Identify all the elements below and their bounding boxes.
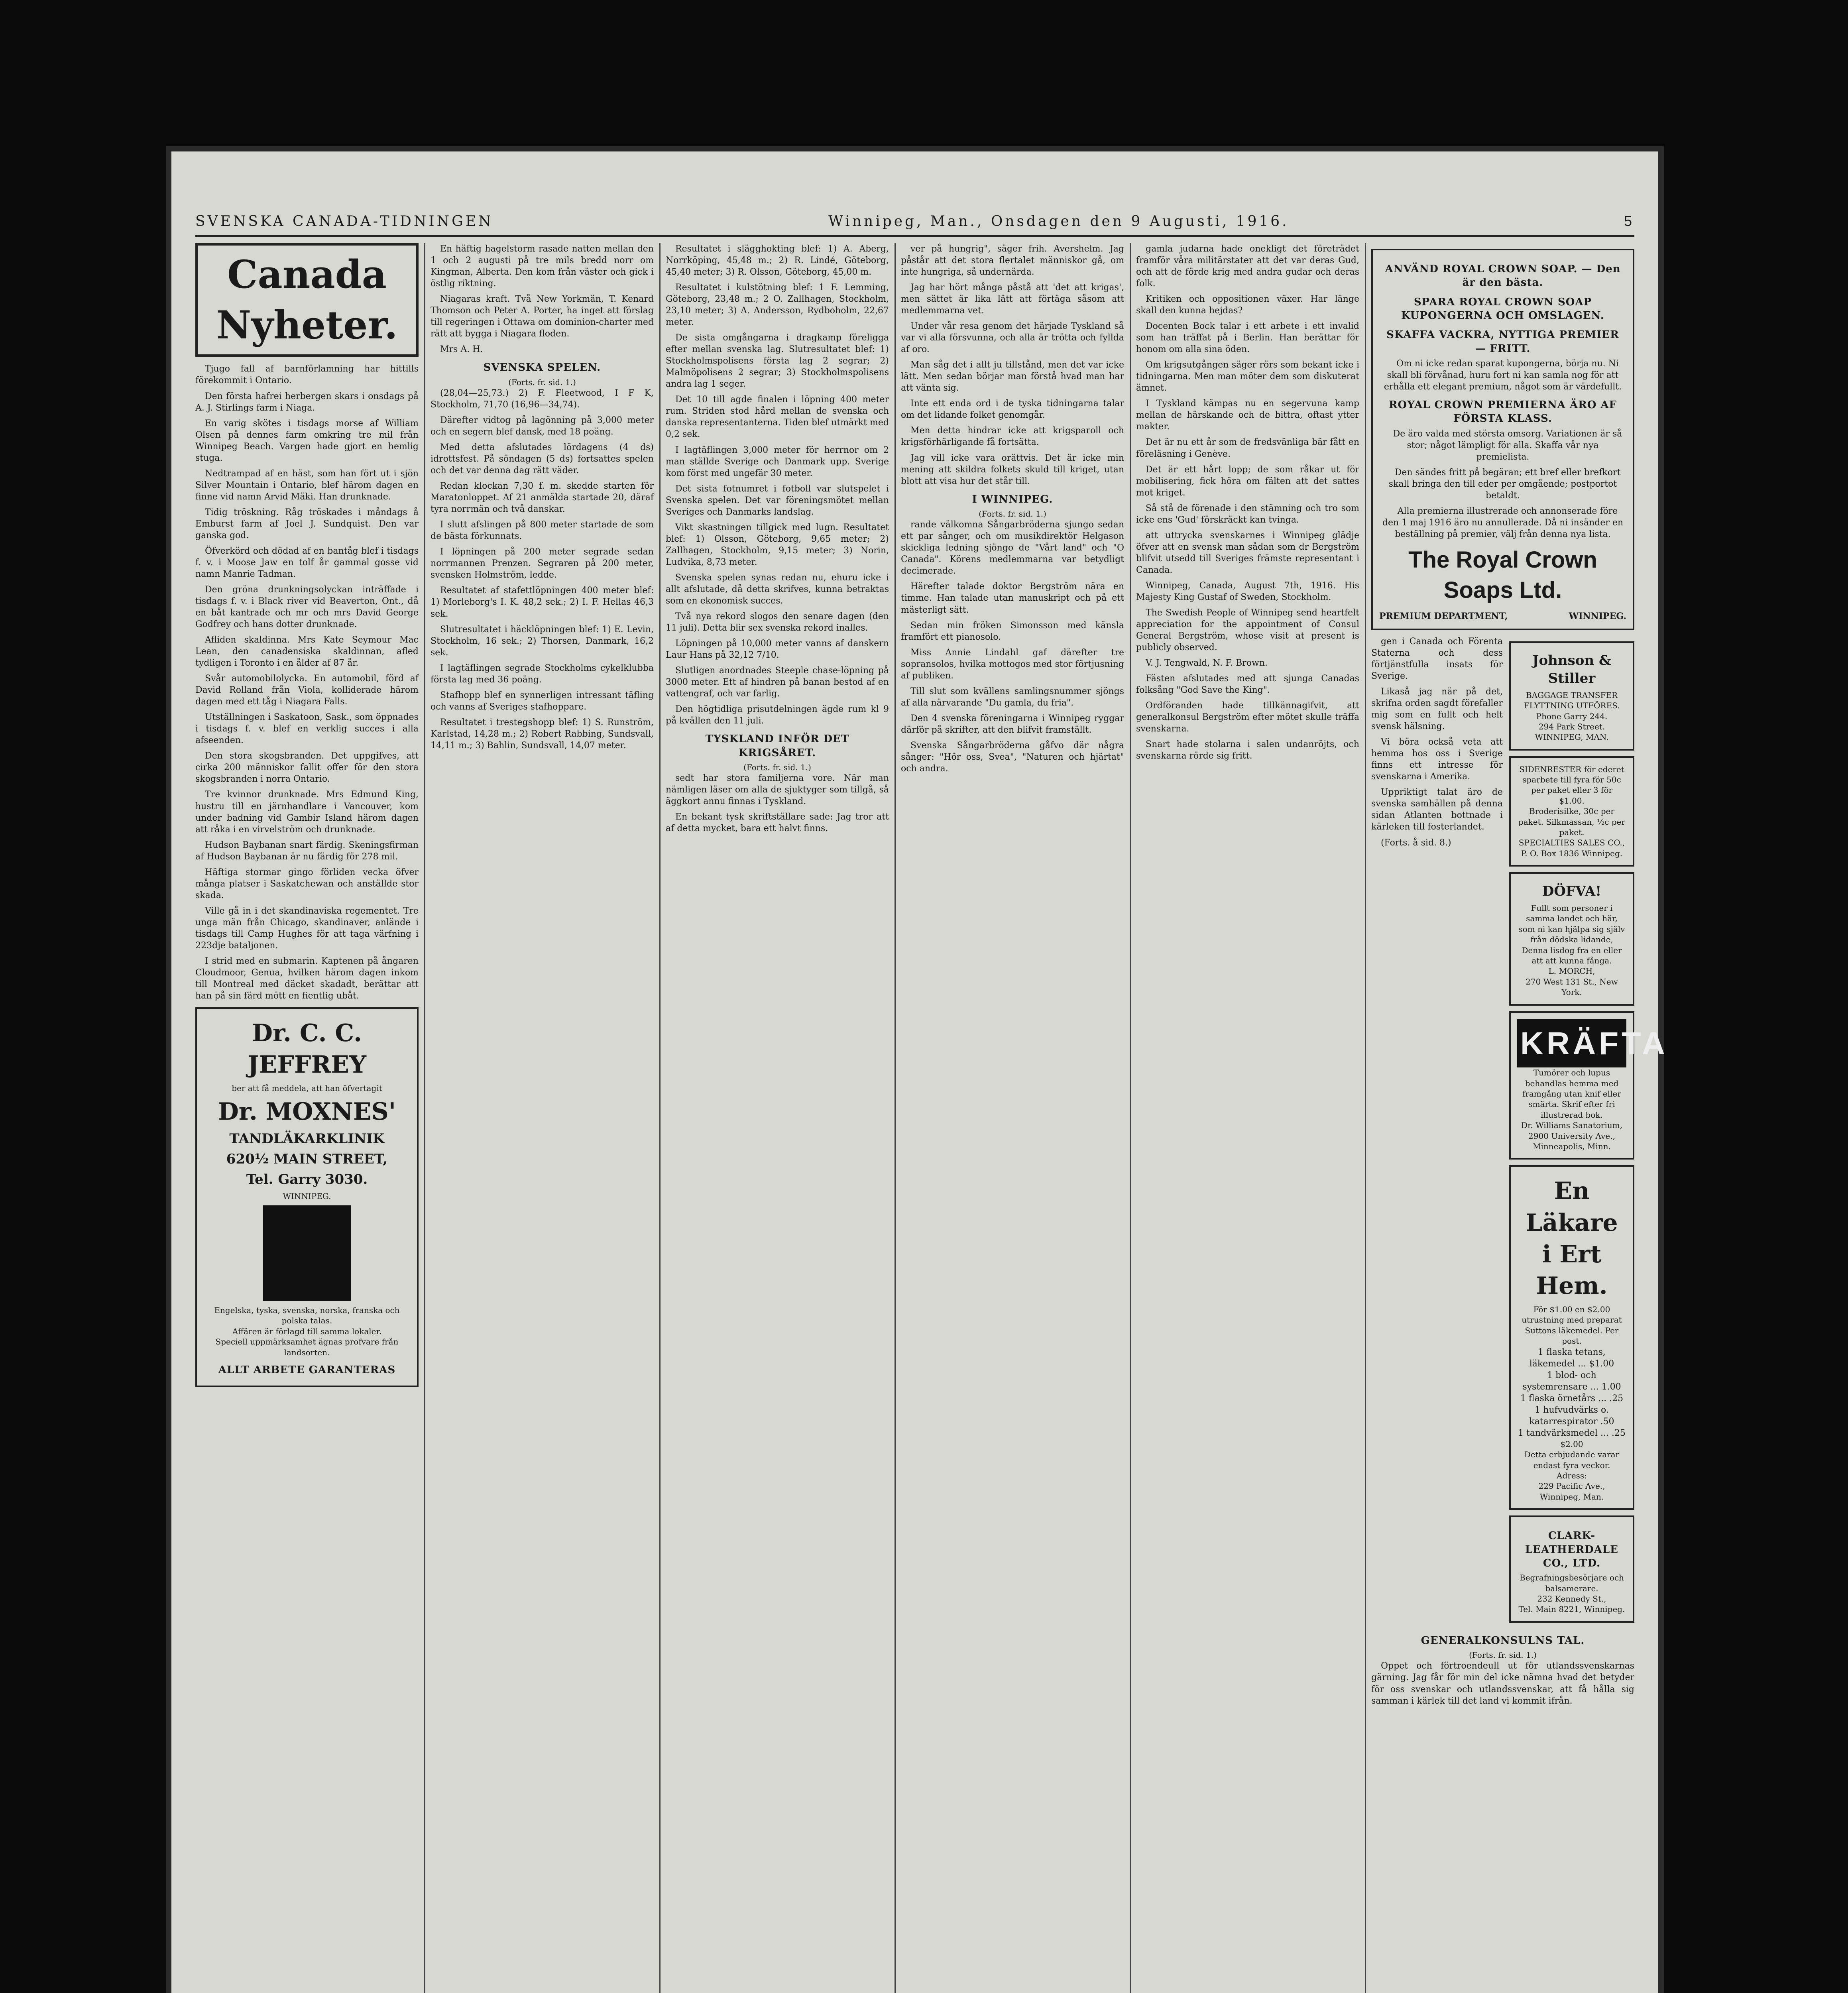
ad-line: SPARA ROYAL CROWN SOAP KUPONGERNA OCH OMSLAGEN. <box>1401 296 1604 322</box>
ad-note: Affären är förlagd till samma lokaler. <box>232 1326 382 1336</box>
news-paragraph: Den stora skogsbranden. Det uppgifves, att cirka 200 människor fallit offer för den stora skogsbranden i norra Ontario. <box>195 751 419 784</box>
ad-dept: PREMIUM DEPARTMENT, <box>1379 611 1508 621</box>
news-paragraph: Det 10 till agde finalen i löpning 400 meter rum. Striden stod hård mellan de svenska och danska representanterna. Tiden blef utmärkt med 0,2 sek. <box>666 395 889 440</box>
ad-address: 620½ MAIN STREET, <box>226 1151 388 1167</box>
news-paragraph: I strid med en submarin. Kaptenen på ångaren Cloudmoor, Genua, hvilken härom dagen inkom till Montreal med däcket skadadt, berättar att han på sin färd mött en fientlig ubåt. <box>195 956 419 1001</box>
ad-footer <box>1379 611 1626 622</box>
ad-line: Begrafningsbesörjare och balsamerare. <box>1520 1573 1624 1593</box>
ad-guarantee: ALLT ARBETE GARANTERAS <box>218 1364 396 1376</box>
section-title: SVENSKA SPELEN. <box>483 362 601 374</box>
dateline: Winnipeg, Man., Onsdagen den 9 Augusti, 1916. <box>828 213 1289 230</box>
article-paragraph: Jag har hört många påstå att 'det att krigas', men sättet är lika lätt att förtäga såsom att medlemmarna vet. <box>901 283 1124 316</box>
ad-item: 1 hufvudvärks o. katarrespirator .50 <box>1529 1405 1614 1427</box>
article-paragraph: V. J. Tengwald, N. F. Brown. <box>1146 658 1268 668</box>
news-paragraph: Tjugo fall af barnförlamning har hittills förekommit i Ontario. <box>195 364 419 386</box>
article-paragraph: sedt har stora familjerna vore. När man nämligen läser om alla de sjuktyger som tillgå, så äggkort annu finnas i Tyskland. <box>666 773 889 807</box>
section-continued: (Forts. fr. sid. 1.) <box>508 377 576 387</box>
article-paragraph: Winnipeg, Canada, August 7th, 1916. His Majesty King Gustaf of Sweden, Stockholm. <box>1136 580 1359 602</box>
article-paragraph: att uttrycka svenskarnes i Winnipeg glädje öfver att en svensk man sådan som dr Bergström blifvit utsedd till Sveriges främste representant i Canada. <box>1136 530 1359 575</box>
news-paragraph: Ville gå in i det skandinaviska regementet. Tre unga män från Chicago, skandinaver, anlände i tisdags till Camp Hughes för att taga värfning i 223dje bataljonen. <box>195 906 419 951</box>
ad-languages: Engelska, tyska, svenska, norska, franska och polska talas. <box>214 1305 400 1326</box>
news-paragraph: Den gröna drunkningsolyckan inträffade i tisdags f. v. i Black river vid Beaverton, Ont., då en båt kantrade och mr och mrs David George Godfrey och hans dotter drunknade. <box>195 584 419 630</box>
article-body <box>901 243 1124 487</box>
ad-body: Alla premierna illustrerade och annonserade före den 1 maj 1916 äro nu annullerade. Då ni insänder en beställning på premier, välj från denna nya lista. <box>1382 506 1624 539</box>
ad-clinic: TANDLÄKARKLINIK <box>229 1130 385 1147</box>
ad-city: WINNIPEG. <box>283 1191 331 1201</box>
article-paragraph: Slutresultatet i häcklöpningen blef: 1) E. Levin, Stockholm, 16 sek.; 2) Thorsen, Danmark, 16,2 sek. <box>431 624 654 658</box>
column-rule <box>1130 243 1131 1993</box>
section-title: I WINNIPEG. <box>972 493 1053 505</box>
ad-city: WINNIPEG. <box>1569 611 1626 621</box>
ad-note: Detta erbjudande varar endast fyra veckor. <box>1524 1450 1620 1470</box>
news-list <box>195 363 419 1002</box>
news-paragraph: Öfverkörd och dödad af en bantåg blef i tisdags f. v. i Moose Jaw en tolf år gammal gosse vid namn Manrie Tadman. <box>195 546 419 579</box>
column-rule <box>424 243 425 1993</box>
news-paragraph: Den högtidliga prisutdelningen ägde rum kl 9 på kvällen den 11 juli. <box>666 704 889 726</box>
article-paragraph: Så stå de förenade i den stämning och tro som icke ens 'Gud' förskräckt kan tvinga. <box>1136 503 1359 525</box>
article-paragraph: Det är ett hårt lopp; de som råkar ut för mobilisering, fick höra om fälten att det sattes mot kriget. <box>1136 464 1359 498</box>
article-paragraph: Fästen afslutades med att sjunga Canadas folksång "God Save the King". <box>1136 674 1359 696</box>
news-list <box>431 243 654 355</box>
article-paragraph: Jag vill icke vara orättvis. Det är icke min mening att skildra folkets skuld till kriget, utan blott att visa hur det står till. <box>901 453 1124 486</box>
column-rule <box>1365 243 1366 1993</box>
deaf-ad <box>1509 872 1634 1005</box>
ad-total: $2.00 <box>1560 1439 1583 1449</box>
clark-leatherdale-ad <box>1509 1515 1634 1623</box>
ad-phone: Tel. Garry 3030. <box>246 1171 368 1187</box>
news-paragraph: Löpningen på 10,000 meter vanns af danskern Laur Hans på 32,12 7/10. <box>666 638 889 660</box>
news-paragraph: Den första hafrei herbergen skars i onsdags på A. J. Stirlings farm i Niaga. <box>195 391 419 413</box>
ad-title: En Läkare i Ert Hem. <box>1526 1177 1618 1300</box>
two-column-area <box>1371 636 1668 1628</box>
news-paragraph: De sista omgångarna i dragkamp föreligga efter mellan svenska lag. Slutresultatet blef: 1) Stockholmspolisens första lag 2 segrar; 2) Malmöpolisens 2 segrar; 3) Stockholmspolisens andra lag 1 seger. <box>666 333 889 389</box>
news-paragraph: I lagtäflingen 3,000 meter för herrnor om 2 man ställde Sverige och Danmark upp. Sverige kom först med ungefär 30 meter. <box>666 445 889 478</box>
ad-address-label: Adress: <box>1557 1471 1587 1481</box>
article-body <box>431 387 654 751</box>
news-paragraph: En häftig hagelstorm rasade natten mellan den 1 och 2 augusti på tre mils bredd norr om Kingman, Alberta. Den kom från väster och gick i östlig riktning. <box>431 244 654 289</box>
ad-item: 1 flaska tetans, läkemedel ... $1.00 <box>1529 1347 1614 1369</box>
ad-body: Tumörer och lupus behandlas hemma med framgång utan knif eller smärta. Skrif efter fri illustrerad bok. <box>1522 1068 1621 1120</box>
article-paragraph: Med detta afslutades lördagens (4 ds) idrottsfest. På söndagen (5 ds) fortsattes spelen och det var denna dag rätt väder. <box>431 442 654 476</box>
article-paragraph: En bekant tysk skriftställare sade: Jag tror att af detta mycket, bara ett halvt finns. <box>666 812 889 834</box>
article-paragraph: Stafhopp blef en synnerligen intressant täfling och vanns af Sveriges stafhoppare. <box>431 690 654 712</box>
ad-company: SPECIALTIES SALES CO., <box>1518 838 1625 848</box>
paper-name: SVENSKA CANADA-TIDNINGEN <box>195 213 493 230</box>
news-paragraph: En varig skötes i tisdags morse af William Olsen på dennes farm omkring tre mil från Winnipeg Beach. Vargen hade gjort en hemlig stuga. <box>195 418 419 463</box>
article-paragraph: Likaså jag när på det, skrifna orden sagdt förefaller mig som en fullt och helt svensk hälsning. <box>1371 687 1503 732</box>
news-paragraph: Svår automobilolycka. En automobil, förd af David Rolland från Viola, kolliderade härom dagen med ett tåg i Niagara Falls. <box>195 674 419 707</box>
article-paragraph: Miss Annie Lindahl gaf därefter tre sopransolos, hvilka mottogos med stor förtjusning af publiken. <box>901 647 1124 681</box>
news-list <box>666 243 889 727</box>
column-2 <box>431 243 654 1993</box>
article-paragraph: Uppriktigt talat äro de svenska samhällen på denna sidan Atlanten bottnade i kärleken till fosterlandet. <box>1371 787 1503 832</box>
article-body <box>666 772 889 834</box>
news-paragraph: Slutligen anordnades Steeple chase-löpning på 3000 meter. Ett af hindren på banan bestod af en vattengraf, och var farlig. <box>666 666 889 699</box>
ad-line: ROYAL CROWN PREMIERNA ÄRO AF FÖRSTA KLASS. <box>1388 399 1617 425</box>
article-paragraph: I slutt afslingen på 800 meter startade de som de bästa förkunnats. <box>431 520 654 542</box>
article-paragraph: rande välkomna Sångarbröderna sjungo sedan ett par sånger, och om musikdirektör Helgason skickliga ledning sjöngo de "Vårt land" och "O Canada". Körens medlemmarna var betydligt decimerade. <box>901 520 1124 576</box>
ad-item: 1 flaska örnetårs ... .25 <box>1520 1393 1624 1403</box>
article-paragraph: Svenska Sångarbröderna gåfvo där några sånger: "Hör oss, Svea", "Naturen och hjärtat" och andra. <box>901 740 1124 774</box>
doctor-at-home-ad <box>1509 1165 1634 1510</box>
article-paragraph: Härefter talade doktor Bergström nära en timme. Han talade utan manuskript och på ett mästerligt sätt. <box>901 582 1124 615</box>
article-paragraph: Resultatet i trestegshopp blef: 1) S. Runström, Karlstad, 14,28 m.; 2) Robert Rabbing, Sundsvall, 14,11 m.; 3) Bahlin, Sundsvall, 14,07 meter. <box>431 717 654 751</box>
news-paragraph: Nedtrampad af en häst, som han fört ut i sjön Silver Mountain i Ontario, blef härom dagen en finne vid namn Arvid Mäki. Han drunknade. <box>195 468 419 502</box>
news-paragraph: Niagaras kraft. Två New Yorkmän, T. Kenard Thomson och Peter A. Porter, ha inget att förslag till regeringen i Ottawa om dominion-charter med rätt att bygga i Niagara floden. <box>431 294 654 339</box>
ad-name: L. MORCH, <box>1548 966 1595 976</box>
ad-title: DÖFVA! <box>1542 883 1602 900</box>
ad-price: För $1.00 en $2.00 utrustning med preparat Suttons läkemedel. Per post. <box>1522 1305 1622 1346</box>
ad-line: SKAFFA VACKRA, NYTTIGA PREMIER — FRITT. <box>1386 329 1619 355</box>
ad-title: Dr. C. C. JEFFREY <box>248 1019 366 1079</box>
news-paragraph: Vikt skastningen tillgick med lugn. Resultatet blef: 1) Olsson, Göteborg, 9,65 meter; 2) Zallhagen, Stockholm, 9,15 meter; 3) Norin, Ludvika, 8,73 meter. <box>666 522 889 567</box>
section-continued: (Forts. fr. sid. 1.) <box>743 762 811 772</box>
article-paragraph: Det är nu ett år som de fredsvänliga bär fått en föreläsning i Genève. <box>1136 437 1359 459</box>
article-body <box>1136 243 1359 762</box>
ad-title: CLARK-LEATHERDALE CO., LTD. <box>1525 1530 1618 1569</box>
article-paragraph: Resultatet af stafettlöpningen 400 meter blef: 1) Morleborg's I. K. 48,2 sek.; 2) I. F. Hellas 46,3 sek. <box>431 586 654 619</box>
newspaper-page <box>171 151 1668 1993</box>
article-paragraph: Docenten Bock talar i ett arbete i ett invalid som han träffat på i Berlin. Han berättar för honom om alla sina öden. <box>1136 321 1359 355</box>
news-paragraph: Tidig tröskning. Råg tröskades i måndags å Emburst farm af Joel J. Sundquist. Den var ganska god. <box>195 507 419 541</box>
article-body <box>1371 636 1503 1628</box>
ad-title: SIDENRESTER för ederet sparbete till fyra för 50c per paket eller 3 för $1.00. <box>1519 764 1624 806</box>
ad-body: Om ni icke redan sparat kupongerna, börja nu. Ni skall bli förvånad, huru fort ni kan samla nog för att erhålla ett elegant premium, något som är värdefullt. <box>1384 358 1622 392</box>
ad-city: WINNIPEG, MAN. <box>1535 732 1609 742</box>
news-paragraph: Tre kvinnor drunknade. Mrs Edmund King, hustru till en järnhandlare i Vancouver, kom under badning vid Gambir Island härom dagen att råka i en virvelström och drunknade. <box>195 790 419 835</box>
ad-stack <box>1509 636 1668 1628</box>
section-continued: (Forts. fr. sid. 1.) <box>1469 1650 1537 1660</box>
article-paragraph: ver på hungrig", säger frih. Avershelm. Jag påstår att det stora flertalet människor gå, om inte hungriga, så undernärda. <box>901 244 1124 277</box>
ad-title: KRÄFTA <box>1517 1019 1626 1068</box>
article-paragraph: Ordföranden hade tillkännagifvit, att generalkonsul Bergström efter mötet skulle träffa svenskarna. <box>1136 701 1359 734</box>
column-rule <box>659 243 661 1993</box>
portrait-image <box>263 1205 351 1301</box>
ad-address: 270 West 131 St., New York. <box>1526 977 1618 997</box>
johnson-stiller-ad <box>1509 641 1634 751</box>
news-paragraph: Två nya rekord slogos den senare dagen (den 11 juli). Detta blir sex svenska rekord inalles. <box>666 611 889 633</box>
article-paragraph: Därefter vidtog på lagönning på 3,000 meter och en segern blef dansk, med 18 poäng. <box>431 415 654 437</box>
column-6 <box>1371 243 1668 1993</box>
article-body <box>1371 1660 1634 1706</box>
article-paragraph: I lagtäflingen segrade Stockholms cykelklubba första lag med 36 poäng. <box>431 663 654 685</box>
news-paragraph: Hudson Baybanan snart färdig. Skeningsfirman af Hudson Baybanan är nu färdig för 278 mil. <box>195 840 419 862</box>
ad-line: BAGGAGE TRANSFER <box>1526 690 1618 700</box>
ad-address: 232 Kennedy St., <box>1537 1594 1606 1604</box>
article-paragraph: Under vår resa genom det härjade Tyskland så var vi alla försvunna, och alla är trötta och fyllda af oro. <box>901 321 1124 355</box>
ad-note: Speciell uppmärksamhet ägnas profvare från landsorten. <box>215 1337 399 1357</box>
section-headline: Canada Nyheter. <box>195 243 419 357</box>
masthead <box>195 207 1634 237</box>
news-paragraph: Häftiga stormar gingo förliden vecka öfver många platser i Saskatchewan och anställde stor skada. <box>195 867 419 900</box>
page-number: 5 <box>1624 213 1634 229</box>
article-paragraph: Man såg det i allt ju tillstånd, men det var icke lätt. Men sedan börjar man förstå hvad man har att vänta sig. <box>901 360 1124 393</box>
royal-crown-ad <box>1371 249 1634 630</box>
article-paragraph: Den 4 svenska föreningarna i Winnipeg ryggar därför på skrifter, att den blifvit framställt. <box>901 713 1124 735</box>
article-paragraph: Till slut som kvällens samlingsnummer sjöngs af alla närvarande "Du gamla, du fria". <box>901 686 1124 708</box>
company-name: The Royal Crown Soaps Ltd. <box>1408 546 1597 603</box>
ad-phone: Tel. Main 8221, Winnipeg. <box>1518 1604 1625 1614</box>
ad-line: ber att få meddela, att han öfvertagit <box>232 1083 382 1093</box>
news-paragraph: Afliden skaldinna. Mrs Kate Seymour Mac Lean, den canadensiska skaldinnan, afled tydligen i Toronto i en ålder af 87 år. <box>195 635 419 668</box>
ad-body: Fullt som personer i samma landet och här, som ni kan hjälpa sig själv från dödska lidande, Denna lisdog fra en eller att att kunna fånga. <box>1518 903 1625 966</box>
article-paragraph: gen i Canada och Förenta Staterna och dess förtjänstfulla insats för Sverige. <box>1371 637 1503 682</box>
article-paragraph: Oppet och förtroendeull ut för utlandssvenskarnas gärning. Jag får för min del icke nämna hvad det betyder för oss svenskar och utlandssvenskar, att få hålla sig samman i kärlek till det land vi kommit ifrån. <box>1371 1661 1634 1706</box>
article-paragraph: Redan klockan 7,30 f. m. skedde starten för Maratonloppet. Af 21 anmälda startade 20, däraf tyra norrmän och två danskar. <box>431 481 654 515</box>
article-paragraph: Vi böra också veta att hemma hos oss i Sverige finns ett intresse för svenskarna i Amerika. <box>1371 737 1503 782</box>
dentist-ad <box>195 1007 419 1387</box>
column-1 <box>195 243 419 1993</box>
ad-item: 1 tandvärksmedel ... .25 <box>1518 1428 1626 1438</box>
column-rule <box>895 243 896 1993</box>
ad-body: Den sändes fritt på begäran; ett bref eller brefkort skall bringa den till eder per omgående; postportot betaldt. <box>1388 467 1621 501</box>
ad-address: 229 Pacific Ave., Winnipeg, Man. <box>1538 1481 1605 1502</box>
article-paragraph: Snart hade stolarna i salen undanröjts, och svenskarna rörde sig fritt. <box>1136 739 1359 761</box>
news-paragraph: Resultatet i slägghokting blef: 1) A. Aberg, Norrköping, 45,48 m.; 2) R. Lindé, Göteborg, 45,40 meter; 3) R. Olsson, Göteborg, 45,00 m. <box>666 244 889 277</box>
article-paragraph: gamla judarna hade onekligt det företrädet framför våra militärstater att det var deras Gud, och att de förde krig med andra gudar och deras folk. <box>1136 244 1359 289</box>
ad-line: ANVÄND ROYAL CROWN SOAP. — Den är den bästa. <box>1385 263 1621 289</box>
column-3 <box>666 243 889 1993</box>
section-continued: (Forts. fr. sid. 1.) <box>979 509 1046 519</box>
news-paragraph: Mrs A. H. <box>440 344 483 355</box>
article-paragraph: I Tyskland kämpas nu en segervuna kamp mellan de härskande och de bittra, oftast ytter makter. <box>1136 399 1359 432</box>
ad-item-list <box>1517 1346 1626 1439</box>
news-paragraph: Svenska spelen synas redan nu, ehuru icke i allt afslutade, då detta skrifves, kunna betraktas som en ekonomisk succes. <box>666 572 889 606</box>
ad-phone: Phone Garry 244. <box>1536 711 1608 721</box>
article-paragraph: Men detta hindrar icke att krigsparoll och krigsförhärligande få fortsätta. <box>901 426 1124 448</box>
article-paragraph: Sedan min fröken Simonsson med känsla framfört ett pianosolo. <box>901 620 1124 642</box>
article-paragraph: The Swedish People of Winnipeg send heartfelt appreciation for the appointment of Consul General Bergström, whose visit at present is publicly observed. <box>1136 607 1359 653</box>
news-paragraph: Utställningen i Saskatoon, Sask., som öppnades i tisdags f. v. blef en verklig succes i alla afseenden. <box>195 712 419 746</box>
silk-ad <box>1509 756 1634 867</box>
ad-title: Johnson & Stiller <box>1532 653 1611 686</box>
article-paragraph: I löpningen på 200 meter segrade sedan norrmannen Prenzen. Segraren på 200 meter, svensken Holmström, ledde. <box>431 547 654 580</box>
column-4 <box>901 243 1124 1993</box>
article-paragraph: (Forts. å sid. 8.) <box>1381 837 1451 848</box>
article-paragraph: Kritiken och oppositionen växer. Har länge skall den kunna hejdas? <box>1136 294 1359 316</box>
section-title: GENERALKONSULNS TAL. <box>1421 1634 1585 1647</box>
ad-body: De äro valda med största omsorg. Variationen är så stor; något lämpligt för alla. Skaffa vår nya premielista. <box>1393 428 1622 462</box>
news-paragraph: Resultatet i kulstötning blef: 1 F. Lemming, Göteborg, 23,48 m.; 2 O. Zallhagen, Stockholm, 23,10 meter; 3) A. Andersson, Rydboholm, 22,67 meter. <box>666 283 889 328</box>
ad-box: P. O. Box 1836 Winnipeg. <box>1521 848 1623 858</box>
article-paragraph: Om krigsutgången säger rörs som bekant icke i tidningarna. Men man möter dem som diskuterat ämnet. <box>1136 360 1359 393</box>
ad-sanatorium: Dr. Williams Sanatorium, 2900 University Ave., Minneapolis, Minn. <box>1521 1120 1623 1151</box>
article-paragraph: Inte ett enda ord i de tyska tidningarna talar om det lidande folket genomgår. <box>901 399 1124 421</box>
column-5 <box>1136 243 1359 1993</box>
section-title: TYSKLAND INFÖR DET KRIGSÅRET. <box>705 733 849 759</box>
ad-line: FLYTTNING UTFÖRES. <box>1524 701 1620 711</box>
article-paragraph: (28,04—25,73.) 2) F. Fleetwood, I F K, Stockholm, 71,70 (16,96—34,74). <box>431 388 654 410</box>
article-body <box>901 519 1124 774</box>
ad-body: Broderisilke, 30c per paket. Silkmassan, ½c per paket. <box>1518 806 1626 837</box>
ad-title-2: Dr. MOXNES' <box>218 1097 396 1126</box>
news-paragraph: Det sista fotnumret i fotboll var slutspelet i Svenska spelen. Det var föreningsmötet mellan Sveriges och Danmarks landslag. <box>666 484 889 517</box>
ad-item: 1 blod- och systemrensare ... 1.00 <box>1522 1370 1621 1392</box>
ad-address: 294 Park Street. <box>1538 721 1605 731</box>
kraft-ad <box>1509 1011 1668 1160</box>
